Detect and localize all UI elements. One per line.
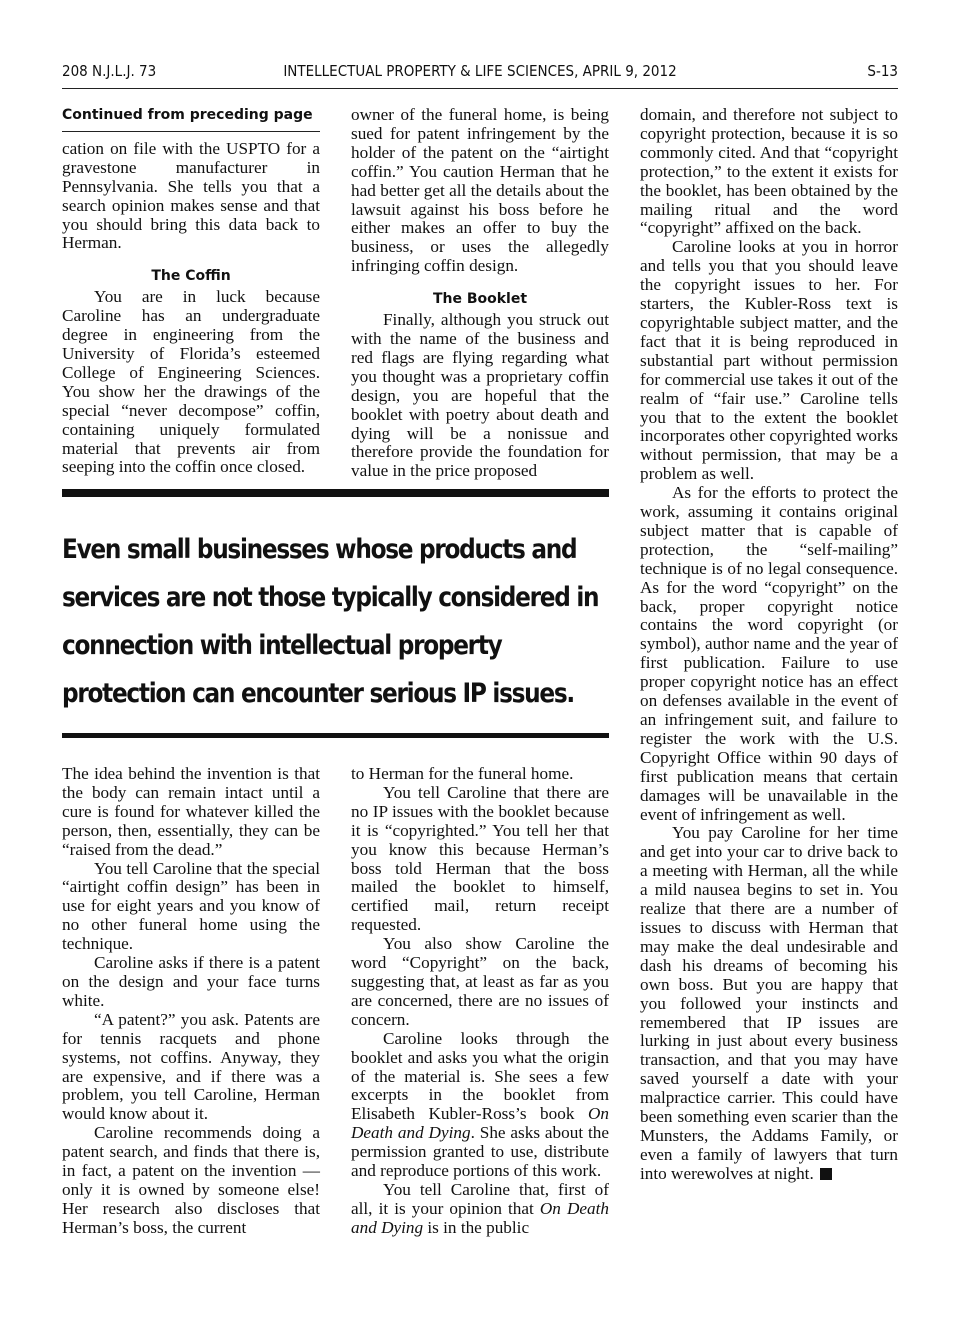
paragraph: As for the efforts to protect the work, assuming it contains original subject matter that is capable of protection, the “self-mailing” technique is of no legal consequence. As for the word “copyright” on the back, proper copyright notice contains the word copyright (or symbol), author name and the year of first publication. Failure to use proper copyright notice has an effect on defenses available in the event of an infringement suit, and failure to register the work with the U.S. Copyright Office within 90 days of first publication means that certain damages will be unavailable in the event of infringement as well. xyxy=(640,483,898,824)
paragraph: cation on file with the USPTO for a gravestone manufacturer in Pennsylvania. She tells you that a search opinion makes sense and that you should bring this data back to Herman. xyxy=(62,138,320,253)
citation: 208 N.J.L.J. 73 xyxy=(62,62,157,80)
column-2-top xyxy=(351,106,609,481)
subhead-coffin: The Coffin xyxy=(151,268,231,285)
page-number: S-13 xyxy=(867,62,898,80)
text-run: You pay Caroline for her time and get into your car to drive back to a meeting with Herman, all the while a mild nausea begins to set in. You realize that there are a number of issues to discuss with Herman that may make the deal undesirable and dash his dreams of becoming his own boss. But you are happy that you followed your instincts and remembered that IP issues are lurking in just about every business transaction, and that you may have saved yourself a date with your malpractice carrier. This could have been something even scarier than the Munsters, the Addams Family, or even a family of lawyers that turn into werewolves at night. xyxy=(640,823,898,1183)
header-rule xyxy=(62,88,898,89)
paragraph: domain, and therefore not subject to copyright protection, because it is so commonly cited. And that “copyright protection,” to the extent it exists for the booklet, has been obtained by the mailing ritual and the word “copyright” affixed on the back. xyxy=(640,105,898,238)
paragraph xyxy=(351,1181,609,1238)
text-run: . She asks about the permission granted to use, distribute and reproduce portions of this work. xyxy=(351,1123,609,1181)
paragraph: Caroline recommends doing a patent search, and finds that there is, in fact, a patent on the invention — only it is owned by someone else! Her research also discloses that Herman’s boss, the current xyxy=(62,1123,320,1237)
paragraph: Caroline asks if there is a patent on the design and your face turns white. xyxy=(62,953,320,1010)
paragraph: Caroline looks at you in horror and tells you that you should leave the copyright issues to her. For starters, the Kubler-Ross text is copyrightable subject matter, and the fact that it is being reproduced in substantial part without permission for commercial use takes it out of the realm of “fair use.” Caroline tells you that to the extent the booklet incorporates other copyrighted works without permission, that may be a problem as well. xyxy=(640,237,898,484)
paragraph xyxy=(640,824,898,1183)
text-run: You tell Caroline that, first of all, it is your opinion that xyxy=(351,1179,609,1218)
column-3 xyxy=(640,106,898,1184)
paragraph: to Herman for the funeral home. xyxy=(351,764,574,783)
text-run: Caroline looks through the booklet and asks you what the origin of the material is. She sees a few excerpts in the booklet from Elisabeth Kubler-Ross’s book xyxy=(351,1028,609,1124)
continued-label: Continued from preceding page xyxy=(62,106,320,132)
paragraph xyxy=(351,1030,609,1181)
end-mark-icon xyxy=(820,1168,832,1180)
paragraph: The idea behind the invention is that the body can remain intact until a cure is found for whatever killed the person, then, essentially, they can be “raised from the dead.” xyxy=(62,764,320,859)
paragraph: Finally, although you struck out with the name of the business and red flags are flying regarding what you thought was a proprietary coffin design, you are hopeful that the booklet with poetry about death and dying will be a nonissue and therefore provide the foundation for value in the price proposed xyxy=(351,310,609,481)
book-title: On Death and Dying xyxy=(351,1198,609,1237)
paragraph: You tell Caroline that the special “airtight coffin design” has been in use for eight years and you know of no other funeral home using the technique. xyxy=(62,858,320,954)
book-title: On Death and Dying xyxy=(351,1104,609,1143)
pullquote-top-bar xyxy=(62,489,609,497)
column-1-top xyxy=(62,106,320,477)
pull-quote: Even small businesses whose products and services are not those typically considered in connection with intellectual property protection can encounter serious IP issues. xyxy=(62,534,599,709)
text-run: is in the public xyxy=(423,1217,530,1237)
running-header xyxy=(62,62,898,86)
paragraph: owner of the funeral home, is being sued for patent infringement by the holder of the patent on the “airtight coffin.” You caution Herman that he had better get all the details about the lawsuit against his boss before he either makes an offer to buy the business, or uses the allegedly infringing coffin design. xyxy=(351,105,609,276)
column-1-bottom xyxy=(62,765,320,1238)
paragraph: You also show Caroline the word “Copyright” on the back, suggesting that, at least as far as you are concerned, there are no issues of concern. xyxy=(351,934,609,1029)
paragraph: You are in luck because Caroline has an undergraduate degree in engineering from the University of Florida’s esteemed College of Engineering Sciences. You show her the drawings of the special “never decompose” coffin, containing uniquely formulated material that prevents air from seeping into the coffin once closed. xyxy=(62,287,320,477)
paragraph: You tell Caroline that there are no IP issues with the booklet because it is “copyrighted.” You tell her that you know this because Herman’s boss told Herman that the boss mailed the booklet to himself, certified mail, return receipt requested. xyxy=(351,782,609,935)
column-2-bottom xyxy=(351,765,609,1238)
paragraph: “A patent?” you ask. Patents are for tennis racquets and phone systems, not coffins. Anyway, they are expensive, and if there was a problem, you tell Caroline, Herman would know about it. xyxy=(62,1009,320,1124)
section-title: INTELLECTUAL PROPERTY & LIFE SCIENCES, APRIL 9, 2012 xyxy=(283,62,677,80)
pullquote-bottom-bar xyxy=(62,733,609,738)
subhead-booklet: The Booklet xyxy=(432,291,528,308)
